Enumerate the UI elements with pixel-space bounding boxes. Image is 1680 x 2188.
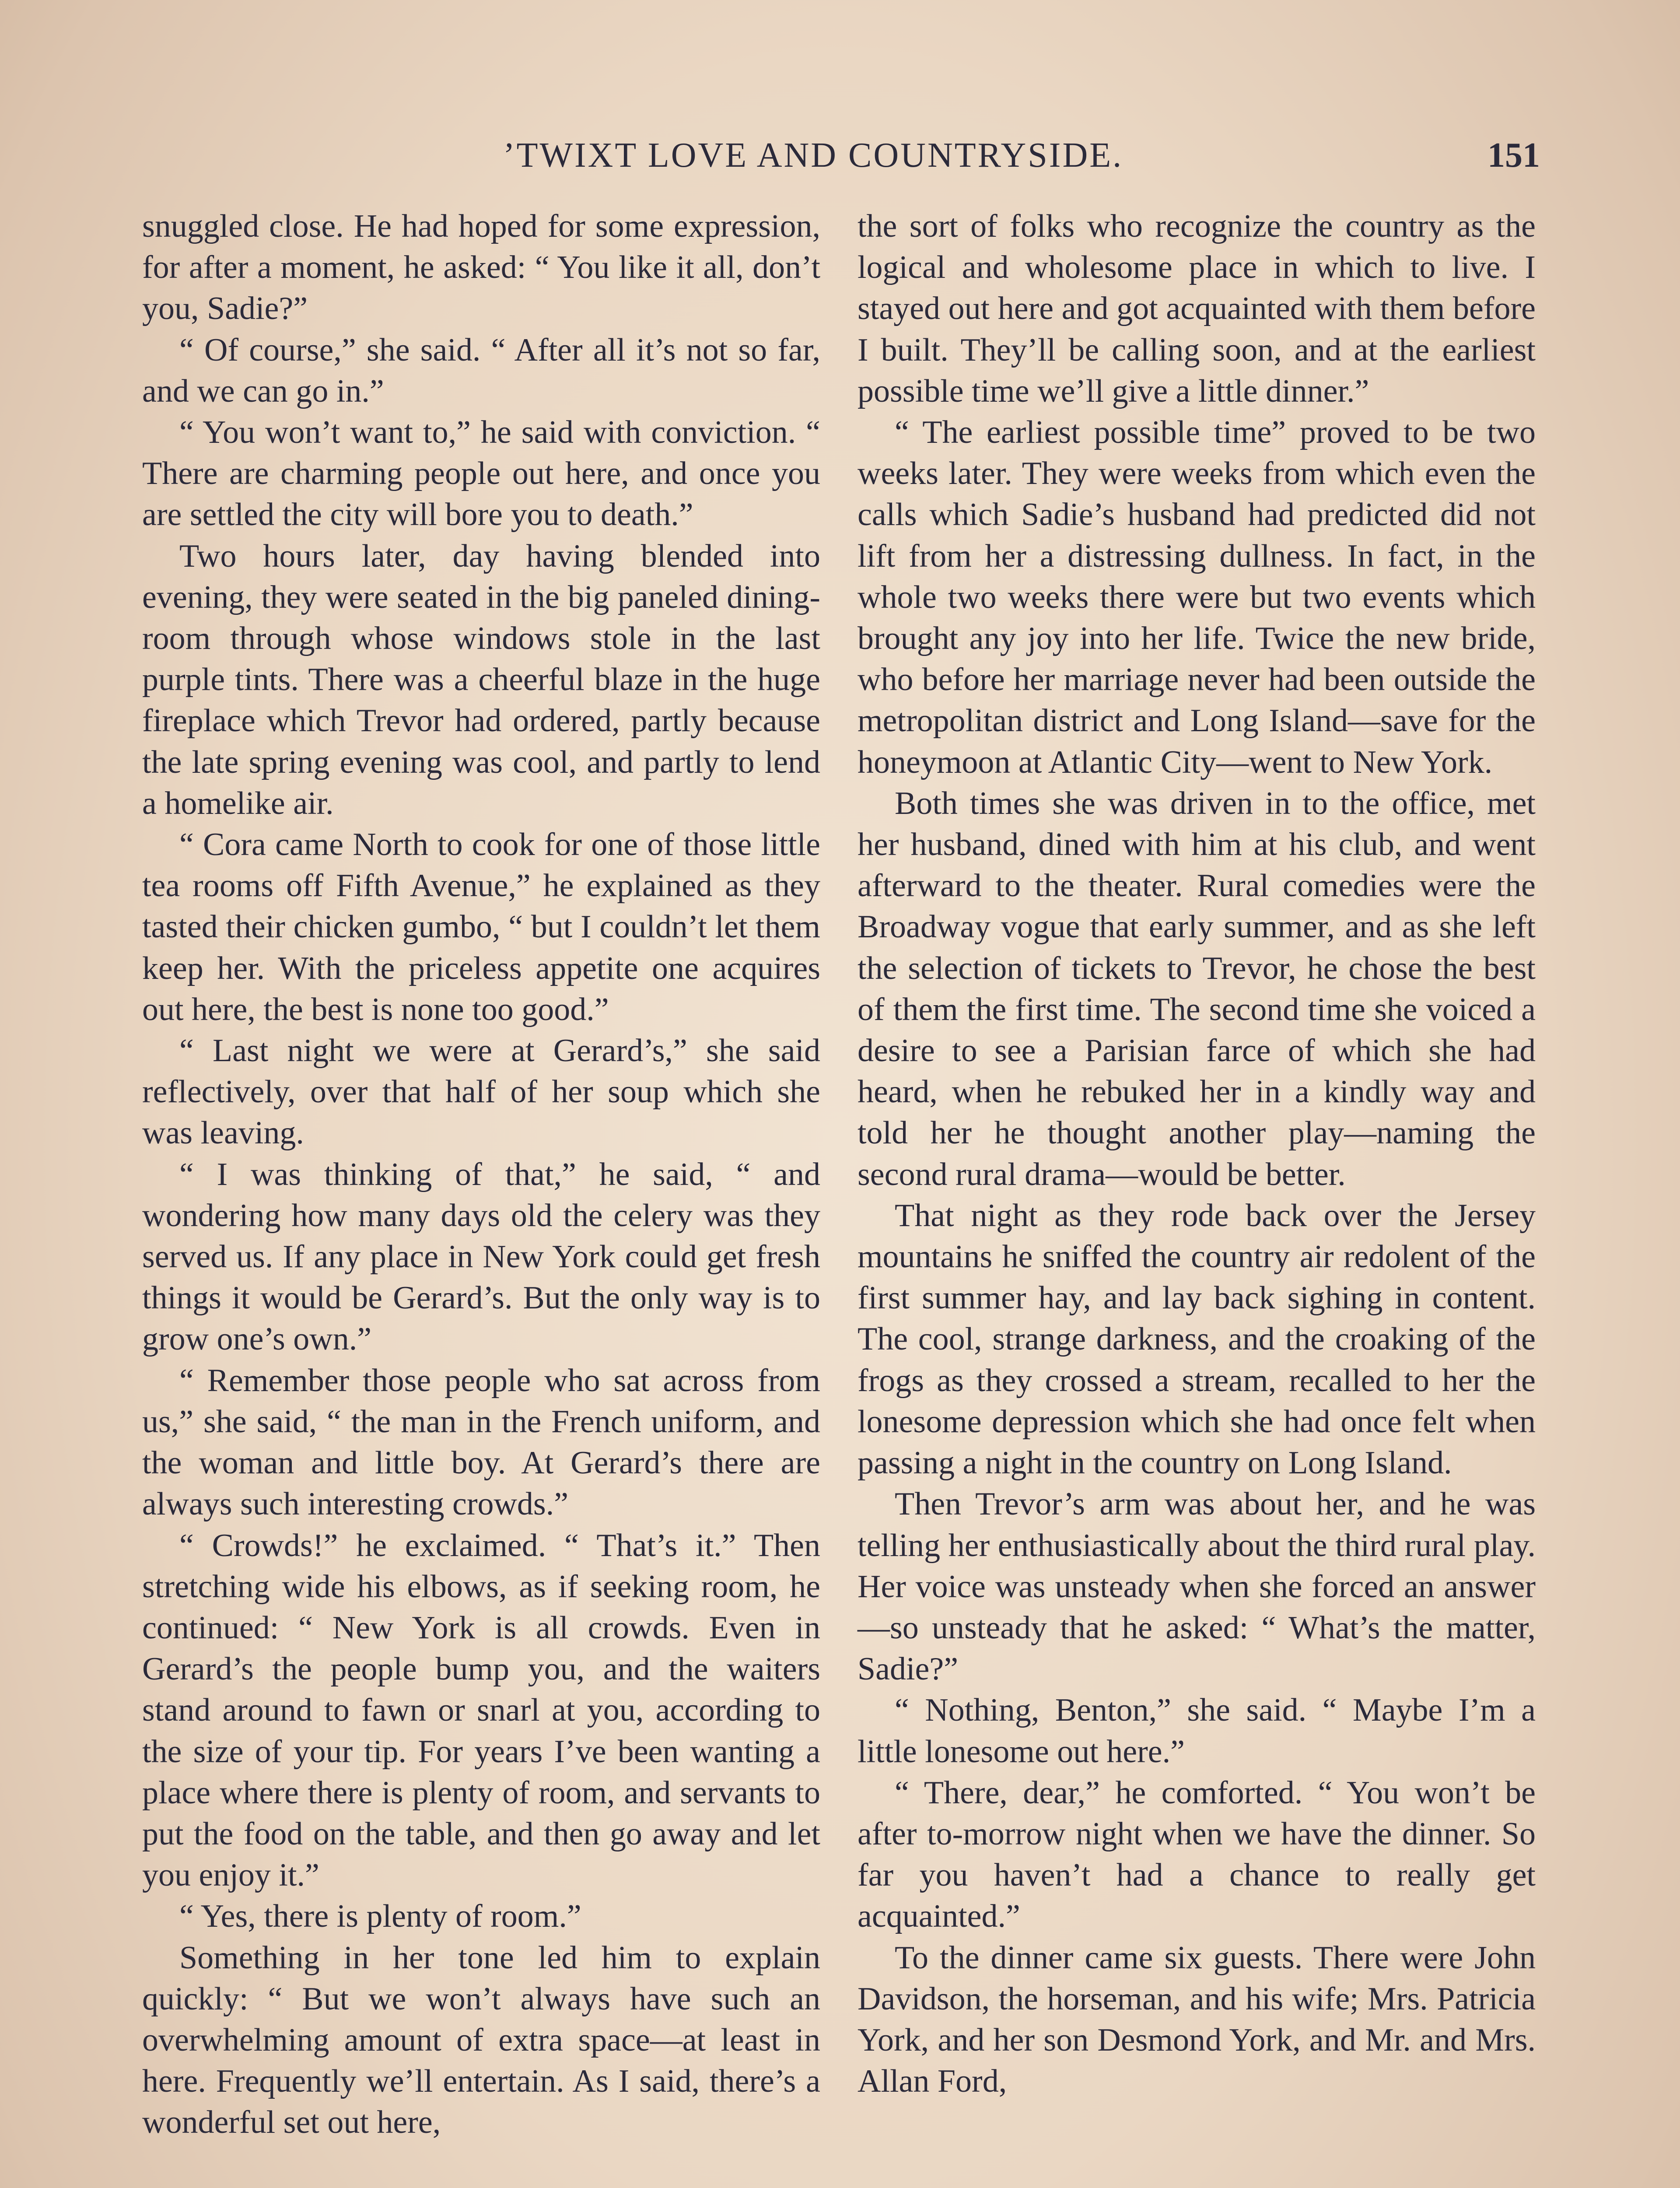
paragraph: “ Last night we were at Gerard’s,” she said reflectively, over that half of her soup which she was leaving.: [142, 1033, 820, 1151]
paragraph: “ Crowds!” he exclaimed. “ That’s it.” Then stretching wide his elbows, as if seeking room, he continued: “ New York is all crowds. Even in Gerard’s the people bump you, and the waiters stand around to fawn or snarl at you, according to the size of your tip. For years I’ve been wanting a place where there is plenty of room, and servants to put the food on the table, and then go away and let you enjoy it.”: [142, 1527, 820, 1893]
paragraph: “ Yes, there is plenty of room.”: [179, 1898, 581, 1935]
paragraph: Something in her tone led him to explain quickly: “ But we won’t always have such an overwhelming amount of extra space—at least in here. Frequently we’ll entertain. As I said, there’s a wonderful set out here,: [142, 1939, 820, 2141]
paragraph: Two hours later, day having blended into evening, they were seated in the big paneled dining-room through whose windows stole in the last purple tints. There was a cheerful blaze in the huge fireplace which Trevor had ordered, partly because the late spring evening was cool, and partly to lend a homelike air.: [142, 538, 820, 821]
paragraph: snuggled close. He had hoped for some expression, for after a moment, he asked: “ You like it all, don’t you, Sadie?”: [142, 208, 820, 327]
paragraph: “ The earliest possible time” proved to be two weeks later. They were weeks from which even the calls which Sadie’s husband had predicted did not lift from her a distressing dullness. In fact, in the whole two weeks there were but two events which brought any joy into her life. Twice the new bride, who before her marriage never had been outside the metropolitan district and Long Island—save for the honeymoon at Atlantic City—went to New York.: [858, 414, 1536, 780]
running-head: ’TWIXT LOVE AND COUNTRYSIDE.: [503, 136, 1124, 175]
paragraph: “ Cora came North to cook for one of those little tea rooms off Fifth Avenue,” he explained as they tasted their chicken gumbo, “ but I couldn’t let them keep her. With the priceless appetite one acquires out here, the best is none too good.”: [142, 827, 820, 1027]
right-column: [858, 206, 1536, 2102]
paragraph: the sort of folks who recognize the country as the logical and wholesome place in which to live. I stayed out here and got acquainted with them before I built. They’ll be calling soon, and at the earliest possible time we’ll give a little dinner.”: [858, 208, 1536, 409]
paragraph: “ You won’t want to,” he said with conviction. “ There are charming people out here, and once you are settled the city will bore you to death.”: [142, 414, 820, 533]
paragraph: Both times she was driven in to the office, met her husband, dined with him at his club, and went afterward to the theater. Rural comedies were the Broadway vogue that early summer, and as she left the selection of tickets to Trevor, he chose the best of them the first time. The second time she voiced a desire to see a Parisian farce of which she had heard, when he rebuked her in a kindly way and told her he thought another play—naming the second rural drama—would be better.: [858, 785, 1536, 1192]
paragraph: That night as they rode back over the Jersey mountains he sniffed the country air redolent of the first summer hay, and lay back sighing in content. The cool, strange darkness, and the croaking of the frogs as they crossed a stream, recalled to her the lonesome depression which she had once felt when passing a night in the country on Long Island.: [858, 1197, 1536, 1481]
paragraph: Then Trevor’s arm was about her, and he was telling her enthusiastically about the third rural play. Her voice was unsteady when she forced an answer—so unsteady that he asked: “ What’s the matter, Sadie?”: [858, 1486, 1536, 1687]
paragraph: “ Of course,” she said. “ After all it’s not so far, and we can go in.”: [142, 332, 820, 409]
paragraph: To the dinner came six guests. There were John Davidson, the horseman, and his wife; Mrs. Patricia York, and her son Desmond York, and Mr. and Mrs. Allan Ford,: [858, 1939, 1536, 2100]
paragraph: “ I was thinking of that,” he said, “ and wondering how many days old the celery was they served us. If any place in New York could get fresh things it would be Gerard’s. But the only way is to grow one’s own.”: [142, 1156, 820, 1357]
paragraph: “ Nothing, Benton,” she said. “ Maybe I’m a little lonesome out here.”: [858, 1692, 1536, 1770]
page-number: 151: [1488, 136, 1540, 175]
paragraph: “ Remember those people who sat across from us,” she said, “ the man in the French uniform, and the woman and little boy. At Gerard’s there are always such interesting crowds.”: [142, 1362, 820, 1522]
paragraph: “ There, dear,” he comforted. “ You won’t be after to-morrow night when we have the dinner. So far you haven’t had a chance to really get acquainted.”: [858, 1774, 1536, 1935]
page-header: [144, 131, 1540, 179]
left-column: [142, 206, 820, 2143]
